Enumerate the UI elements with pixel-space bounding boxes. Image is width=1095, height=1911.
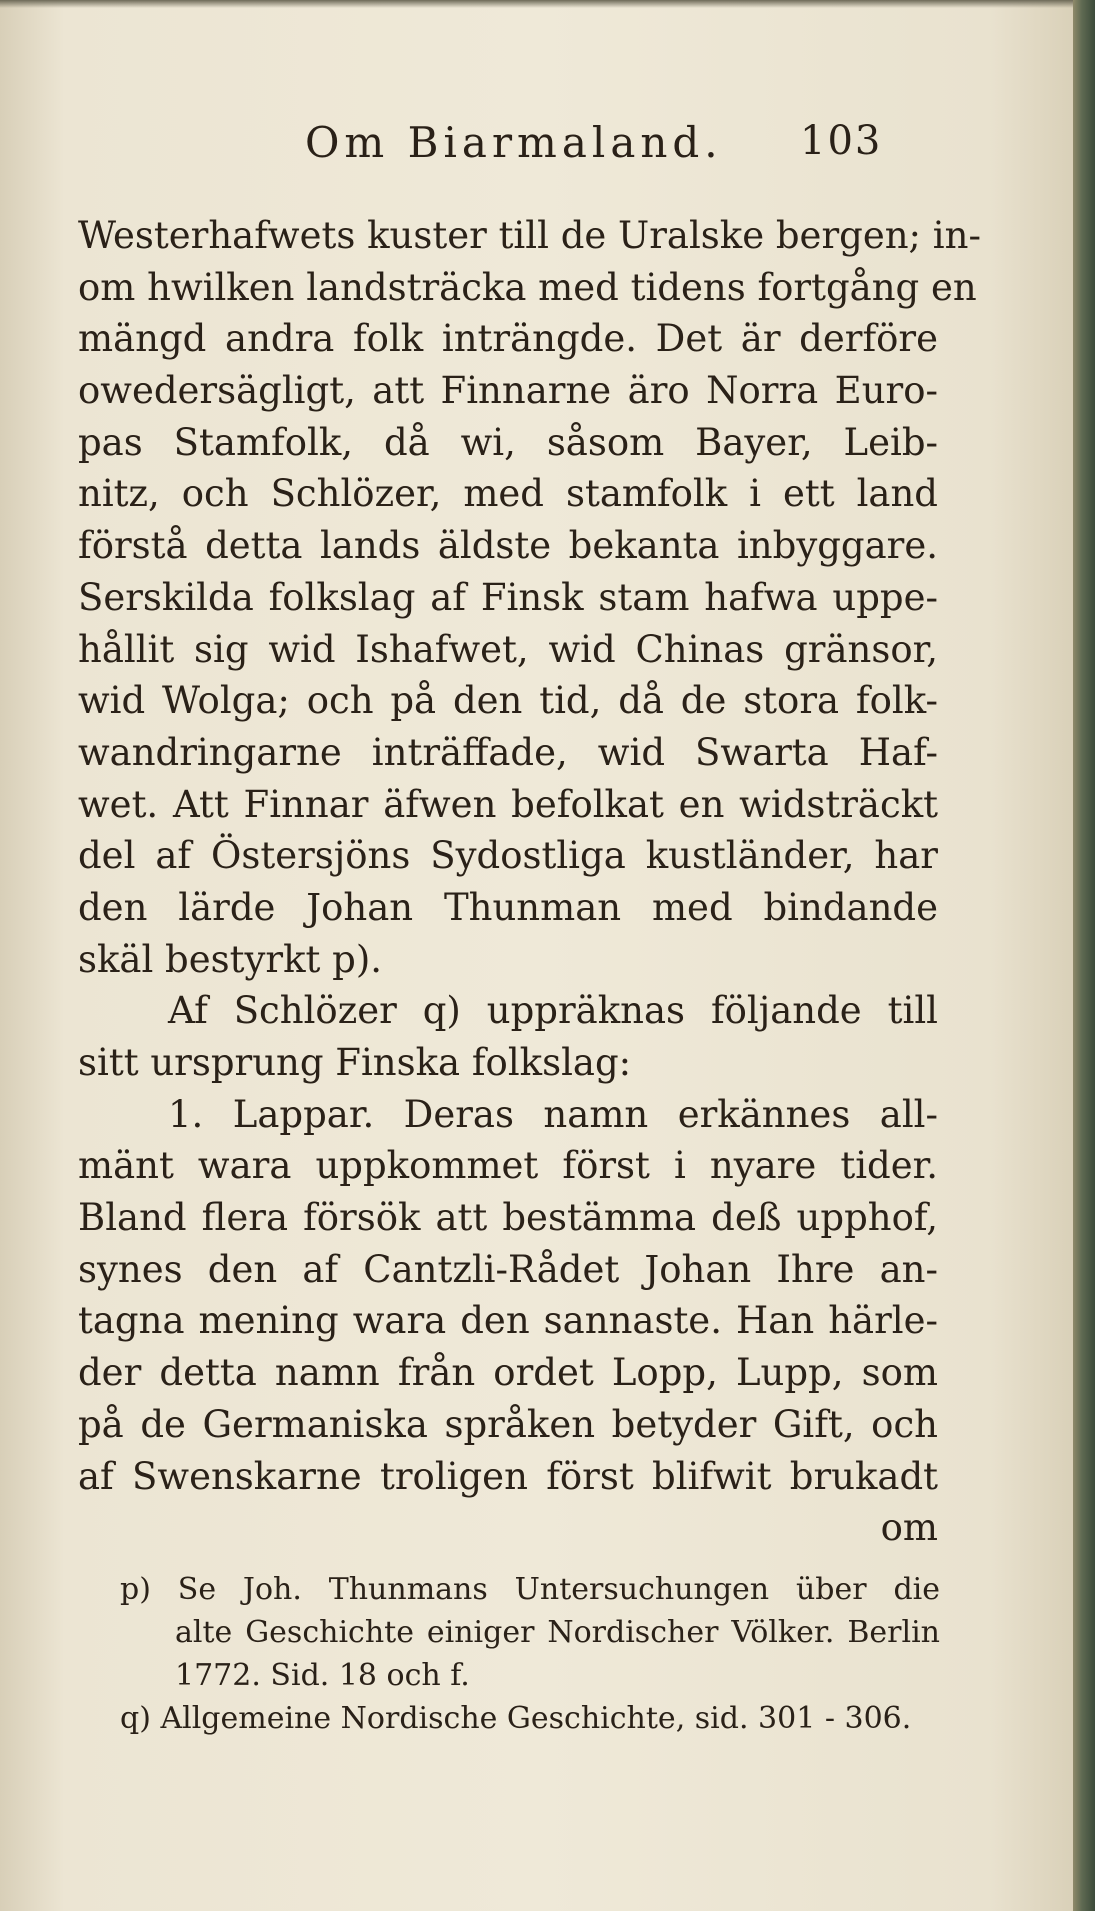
text-line: af Swenskarne troligen först blifwit brukadt bbox=[78, 1454, 938, 1498]
text-line: pas Stamfolk, då wi, såsom Bayer, Leib- bbox=[78, 420, 938, 464]
paragraph-start-line: Af Schlözer q) uppräknas följande till bbox=[168, 989, 938, 1033]
top-shadow bbox=[0, 0, 1095, 8]
text-line: Westerhafwets kuster till de Uralske bergen; in- bbox=[78, 214, 981, 257]
text-line: Bland flera försök att bestämma deß upphof, bbox=[78, 1196, 938, 1240]
text-line: den lärde Johan Thunman med bindande bbox=[78, 885, 938, 929]
page-number: 103 bbox=[800, 118, 883, 164]
footnote-p: p) Se Joh. Thunmans Untersuchungen über die bbox=[120, 1572, 940, 1607]
text-line: synes den af Cantzli-Rådet Johan Ihre an- bbox=[78, 1247, 938, 1291]
running-head: Om Biarmaland. bbox=[305, 118, 723, 167]
text-line: hållit sig wid Ishafwet, wid Chinas gränsor, bbox=[78, 627, 938, 671]
body-text bbox=[78, 210, 981, 1554]
catchword: om bbox=[880, 1506, 938, 1550]
text-line: förstå detta lands äldste bekanta inbyggare. bbox=[78, 524, 938, 568]
list-item-lappar: 1. Lappar. Deras namn erkännes all- bbox=[168, 1092, 938, 1136]
text-line: der detta namn från ordet Lopp, Lupp, som bbox=[78, 1351, 938, 1395]
text-line: wid Wolga; och på den tid, då de stora folk- bbox=[78, 679, 938, 723]
text-line: tagna mening wara den sannaste. Han härle- bbox=[78, 1299, 938, 1343]
text-line: om hwilken landsträcka med tidens fortgång en bbox=[78, 265, 977, 309]
footnotes bbox=[120, 1568, 940, 1740]
text-line: Serskilda folkslag af Finsk stam hafwa uppe- bbox=[78, 575, 938, 619]
text-line: mängd andra folk inträngde. Det är derföre bbox=[78, 317, 938, 361]
footnote-p-continuation: alte Geschichte einiger Nordischer Völker. Berlin bbox=[175, 1615, 940, 1650]
text-line: mänt wara uppkommet först i nyare tider. bbox=[78, 1144, 938, 1188]
paragraph-end-line: sitt ursprung Finska folkslag: bbox=[78, 1041, 632, 1084]
text-line: del af Östersjöns Sydostliga kustländer, har bbox=[78, 834, 938, 878]
text-line: owedersägligt, att Finnarne äro Norra Euro- bbox=[78, 369, 938, 413]
footnote-p-continuation: 1772. Sid. 18 och f. bbox=[175, 1658, 470, 1693]
text-line: nitz, och Schlözer, med stamfolk i ett land bbox=[78, 472, 938, 516]
text-line: wandringarne inträffade, wid Swarta Haf- bbox=[78, 730, 938, 774]
footnote-q: q) Allgemeine Nordische Geschichte, sid. 301 - 306. bbox=[120, 1701, 912, 1736]
book-edge bbox=[1073, 0, 1095, 1911]
paragraph-end-line: skäl bestyrkt p). bbox=[78, 937, 383, 981]
text-line: på de Germaniska språken betyder Gift, och bbox=[78, 1402, 938, 1446]
page-header bbox=[0, 118, 1075, 174]
text-line: wet. Att Finnar äfwen befolkat en widsträckt bbox=[78, 782, 938, 826]
